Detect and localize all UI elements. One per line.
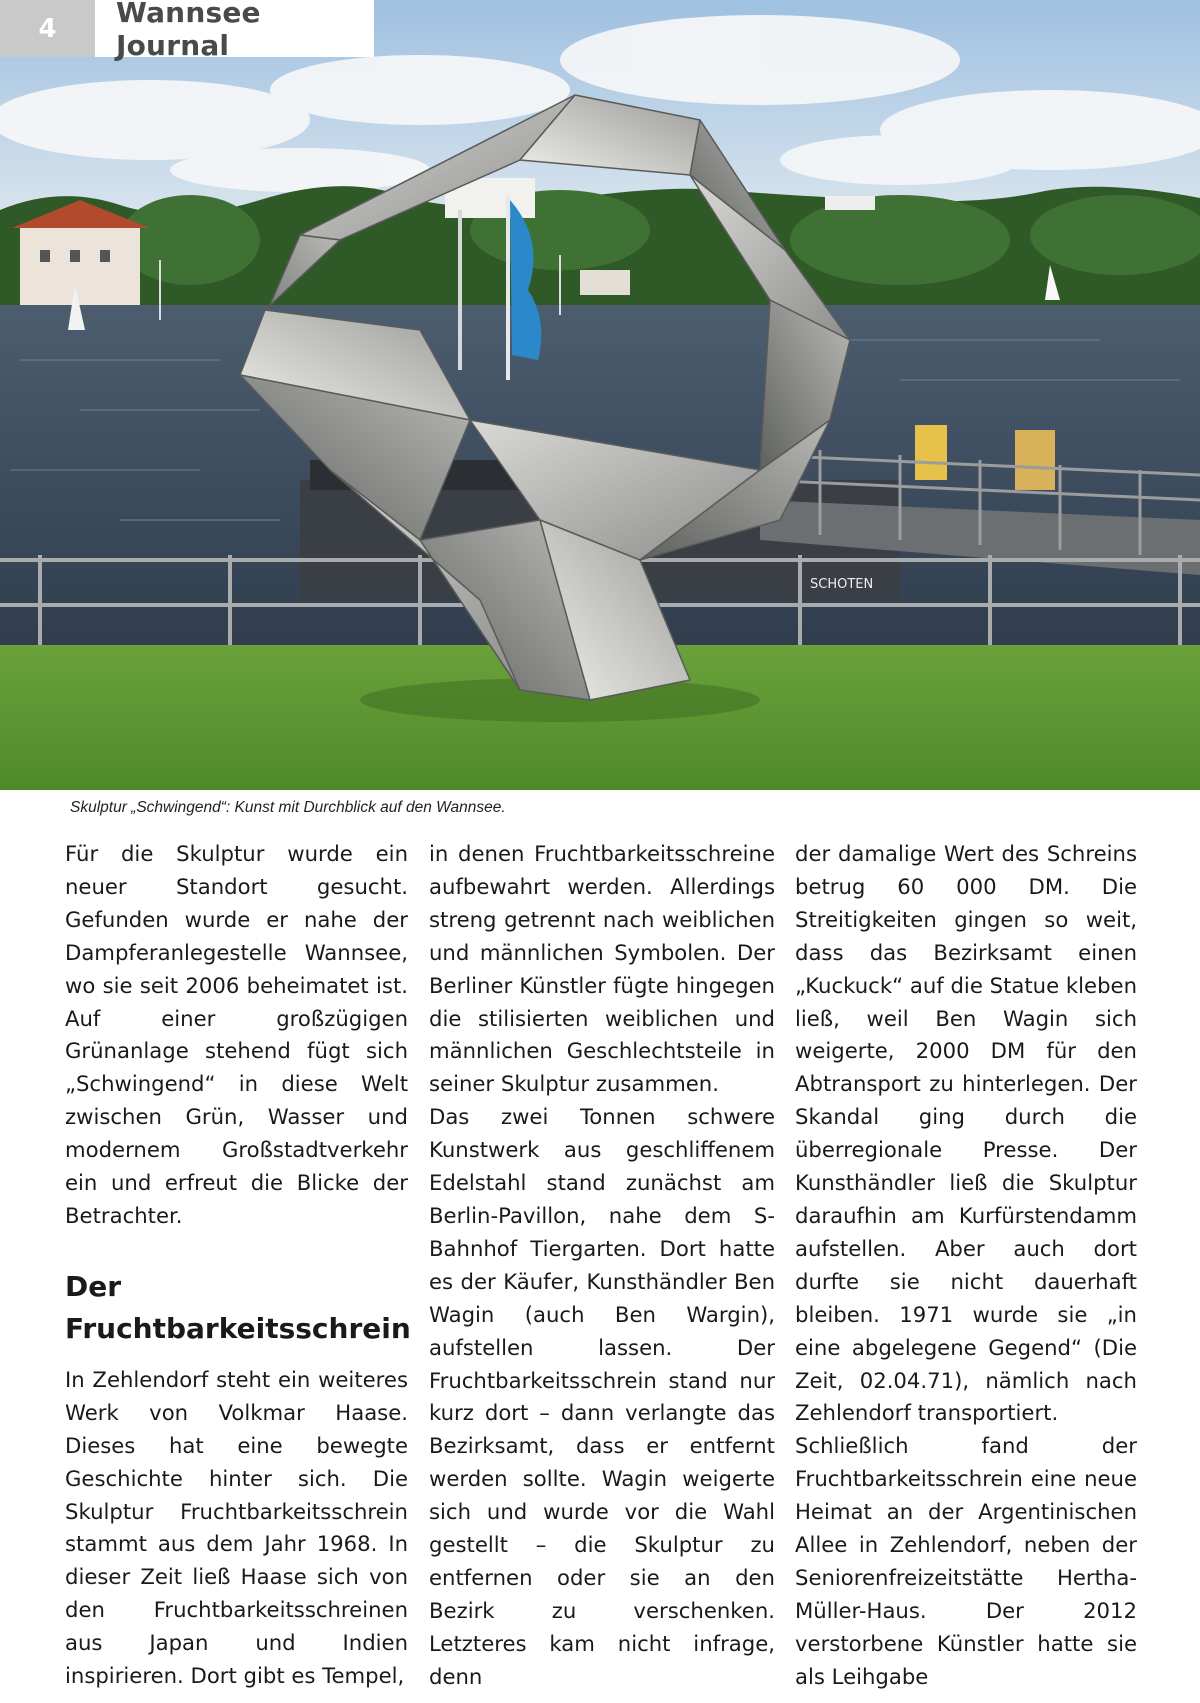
article-column-3	[795, 838, 1137, 1694]
paragraph: In Zehlendorf steht ein weiteres Werk von Volkmar Haase. Dieses hat eine bewegte Geschichte hinter sich. Die Skulptur Fruchtbarkeitsschrein stammt aus dem Jahr 1968. In dieser Zeit ließ Haase sich von den Fruchtbarkeitsschreinen aus Japan und Indien inspirieren. Dort gibt es Tempel,	[65, 1366, 408, 1689]
paragraph: Das zwei Tonnen schwere Kunstwerk aus geschliffenem Edelstahl stand zunächst am Berlin-Pavillon, nahe dem S-Bahnhof Tiergarten. Dort hatte es der Käufer, Kunsthändler Ben Wagin (auch Ben Wargin), aufstellen lassen. Der Fruchtbarkeitsschrein stand nur kurz dort – dann verlangte das Bezirksamt, dass er entfernt werden sollte. Wagin weigerte sich und wurde vor die Wahl gestellt – die Skulptur zu entfernen oder sie an den Bezirk zu verschenken. Letzteres kam nicht infrage, denn	[429, 1104, 775, 1689]
paragraph: in denen Fruchtbarkeitsschreine aufbewahrt werden. Allerdings streng getrennt nach weiblichen und männlichen Symbolen. Der Berliner Künstler fügte hingegen die stilisierten weiblichen und männlichen Geschlechtsteile in seiner Skulptur zusammen.	[429, 841, 775, 1097]
paragraph: Schließlich fand der Fruchtbarkeitsschrein eine neue Heimat an der Argentinischen Allee in Zehlendorf, neben der Seniorenfreizeitstätte Hertha-Müller-Haus. Der 2012 verstorbene Künstler hatte sie als Leihgabe	[795, 1433, 1137, 1689]
sculpture-photo	[0, 0, 1200, 790]
section-heading: Der Fruchtbarkeitsschrein	[65, 1269, 411, 1345]
paragraph: der damalige Wert des Schreins betrug 60 000 DM. Die Streitigkeiten gingen so weit, dass das Bezirksamt einen „Kuckuck“ auf die Statue kleben ließ, weil Ben Wagin sich weigerte, 2000 DM für den Abtransport zu hinterlegen. Der Skandal ging durch die überregionale Presse. Der Kunsthändler ließ die Skulptur daraufhin am Kurfürstendamm aufstellen. Aber auch dort durfte sie nicht dauerhaft bleiben. 1971 wurde sie „in eine abgelegene Gegend“ (Die Zeit, 02.04.71), nämlich nach Zehlendorf transportiert.	[795, 841, 1137, 1426]
page-header	[0, 0, 374, 62]
paragraph: Für die Skulptur wurde ein neuer Standort gesucht. Gefunden wurde er nahe der Dampferanlegestelle Wannsee, wo sie seit 2006 beheimatet ist. Auf einer großzügigen Grünanlage stehend fügt sich „Schwingend“ in diese Welt zwischen Grün, Wasser und modernem Großstadtverkehr ein und erfreut die Blicke der Betrachter.	[65, 841, 408, 1228]
article-column-1	[65, 838, 411, 1693]
article-column-2	[429, 838, 775, 1694]
page-number: 4	[0, 0, 95, 57]
photo-caption: Skulptur „Schwingend“: Kunst mit Durchblick auf den Wannsee.	[70, 799, 506, 816]
ship-name: SCHOTEN	[810, 577, 874, 592]
journal-title: Wannsee Journal	[116, 0, 261, 62]
